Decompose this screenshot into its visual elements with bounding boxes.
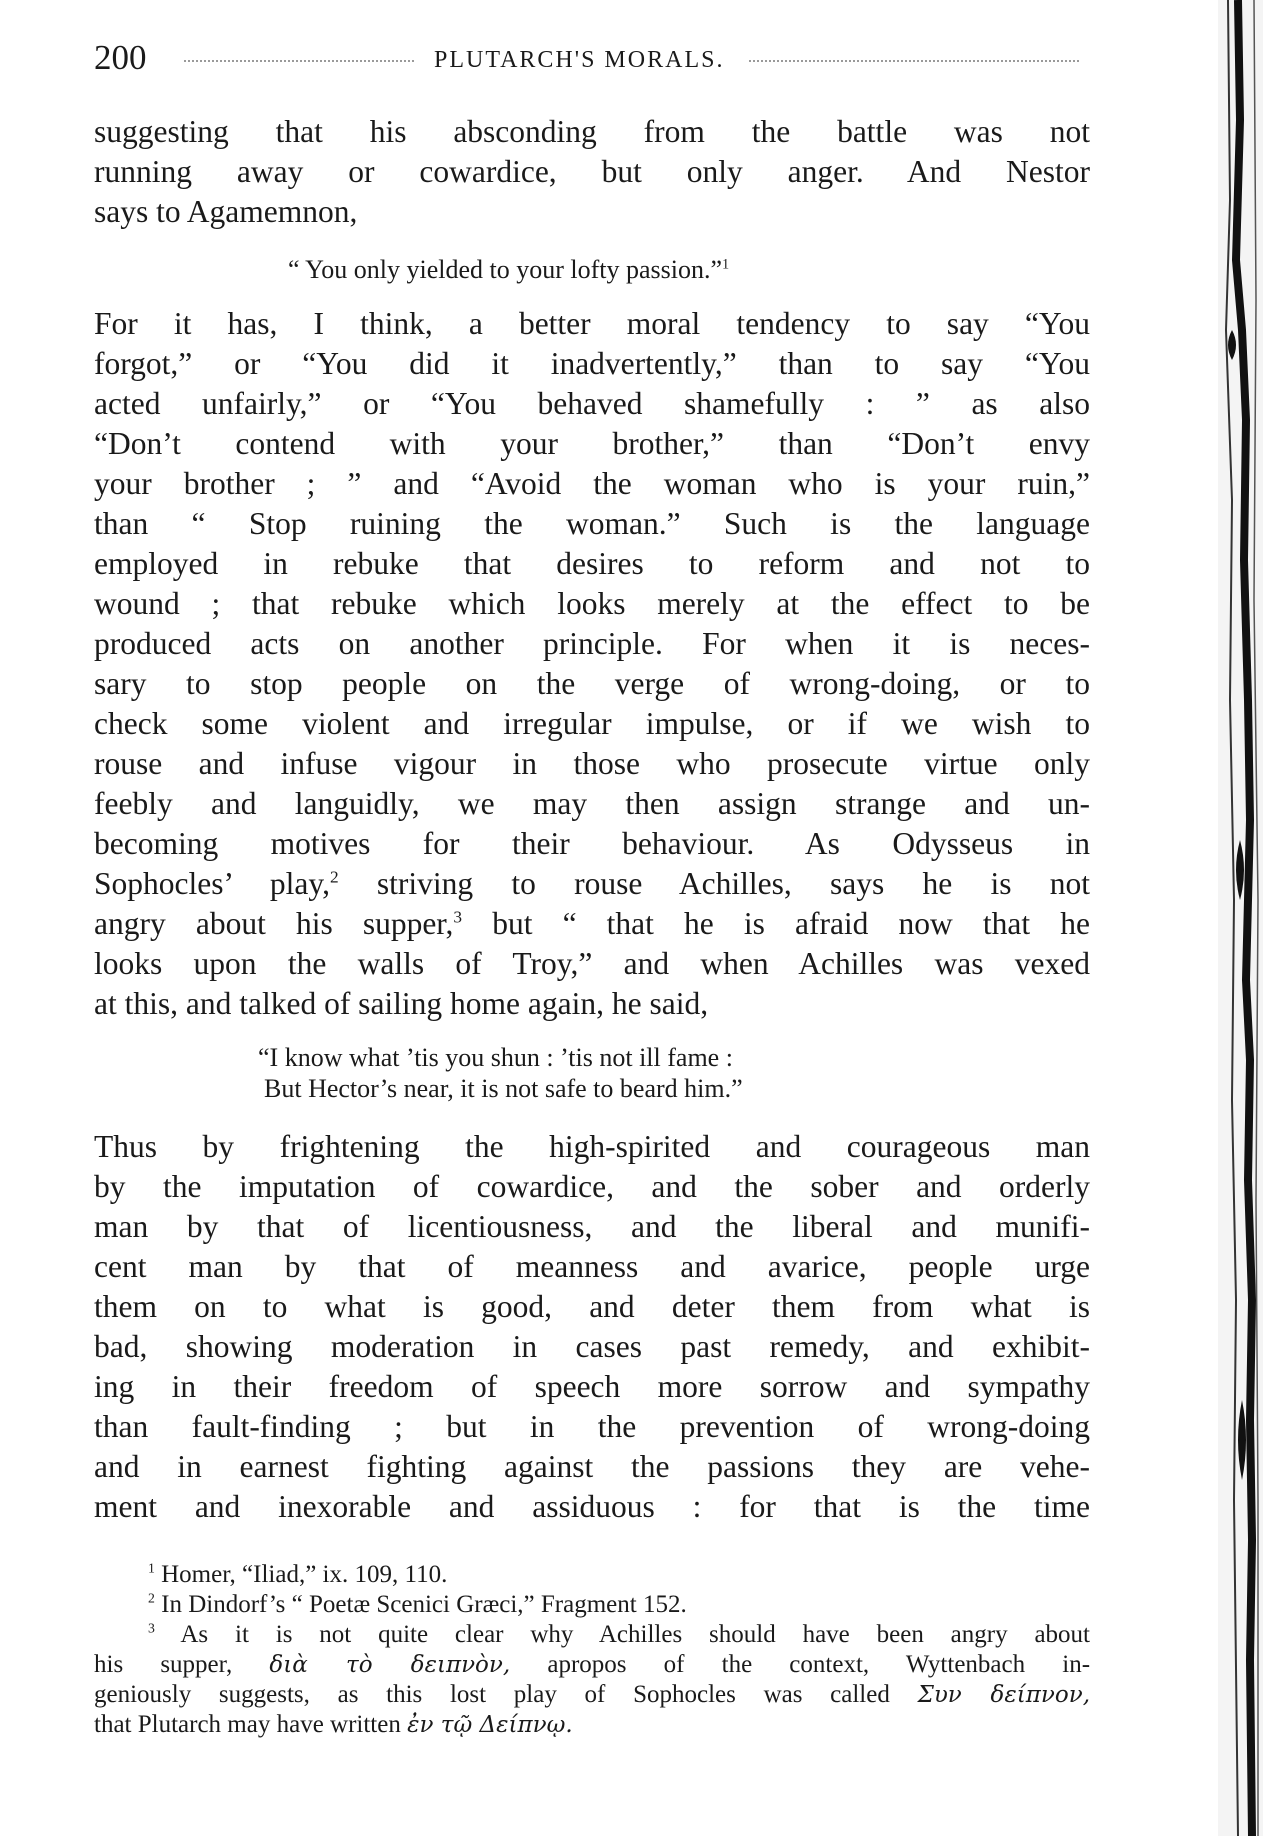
footnote-text: his supper, (94, 1651, 233, 1678)
text-fragment: but “ that he is afraid now that he (462, 906, 1090, 941)
text-line: suggesting that his absconding from the battle was not (94, 114, 1090, 149)
text-line: ment and inexorable and assiduous : for that is the time (94, 1489, 1090, 1524)
text-line: man by that of licentiousness, and the liberal and munifi- (94, 1209, 1090, 1244)
footnote-number: 2 (148, 1590, 155, 1606)
text-line: forgot,” or “You did it inadvertently,” than to say “You (94, 346, 1090, 381)
text-line: employed in rebuke that desires to reform and not to (94, 546, 1090, 581)
running-head (94, 38, 1084, 78)
footnote-text: Homer, “Iliad,” ix. 109, 110. (161, 1561, 448, 1588)
greek-text: Συν δείπνον, (917, 1682, 1091, 1708)
text-line: feebly and languidly, we may then assign strange and un- (94, 786, 1090, 821)
paragraph-2 (94, 304, 1090, 1024)
footnote-ref: 3 (453, 907, 463, 927)
footnote-3 (94, 1620, 1090, 1650)
text-line: says to Agamemnon, (94, 194, 358, 229)
text-line: them on to what is good, and deter them from what is (94, 1289, 1090, 1324)
text-line: rouse and infuse vigour in those who prosecute virtue only (94, 746, 1090, 781)
text-line (94, 864, 1090, 904)
text-line: and in earnest fighting against the passions they are vehe- (94, 1449, 1090, 1484)
text-fragment: striving to rouse Achilles, says he is not (338, 866, 1090, 901)
text-line: sary to stop people on the verge of wrong-doing, or to (94, 666, 1090, 701)
verse-line: “I know what ’tis you shun : ’tis not ill fame : (258, 1043, 733, 1072)
paragraph-1 (94, 112, 1090, 232)
text-line: running away or cowardice, but only anger. And Nestor (94, 154, 1090, 189)
footnote-text: geniously suggests, as this lost play of Sophocles was called (94, 1681, 890, 1708)
binding-gutter (1188, 0, 1263, 1836)
text-line: looks upon the walls of Troy,” and when Achilles was vexed (94, 946, 1090, 981)
footnote-text: As it is not quite clear why Achilles should have been angry about (180, 1621, 1090, 1648)
footnote-text: In Dindorf’s “ Poetæ Scenici Græci,” Fragment 152. (161, 1591, 687, 1618)
header-dots-right (749, 60, 1079, 62)
text-fragment: Sophocles’ play, (94, 866, 330, 901)
verse-line (288, 254, 729, 285)
header-dots-left (184, 60, 414, 62)
verse-line: But Hector’s near, it is not safe to beard him.” (264, 1074, 743, 1103)
footnote-2 (94, 1590, 1090, 1620)
text-line: your brother ; ” and “Avoid the woman who is your ruin,” (94, 466, 1090, 501)
verse-quote-2 (258, 1042, 743, 1104)
running-title: PLUTARCH'S MORALS. (434, 47, 725, 73)
footnote-1 (94, 1560, 1090, 1590)
footnote-number: 3 (148, 1620, 155, 1636)
text-line: bad, showing moderation in cases past remedy, and exhibit- (94, 1329, 1090, 1364)
paragraph-3 (94, 1127, 1090, 1527)
footnote-text: that Plutarch may have written (94, 1711, 401, 1738)
verse-quote-1 (288, 254, 729, 285)
text-line: Thus by frightening the high-spirited and courageous man (94, 1129, 1090, 1164)
text-line (94, 904, 1090, 944)
text-line: cent man by that of meanness and avarice, people urge (94, 1249, 1090, 1284)
text-fragment: angry about his supper, (94, 906, 454, 941)
text-line: ing in their freedom of speech more sorrow and sympathy (94, 1369, 1090, 1404)
greek-text: ἐν τῷ Δείπνῳ. (407, 1712, 573, 1738)
text-line: than fault-finding ; but in the prevention of wrong-doing (94, 1409, 1090, 1444)
text-line: at this, and talked of sailing home again, he said, (94, 986, 709, 1021)
footnote-line (94, 1710, 1090, 1740)
text-line: “Don’t contend with your brother,” than “Don’t envy (94, 426, 1090, 461)
page-number: 200 (94, 38, 147, 77)
verse-text: “ You only yielded to your lofty passion.” (288, 255, 723, 284)
text-line: check some violent and irregular impulse, or if we wish to (94, 706, 1090, 741)
text-line: by the imputation of cowardice, and the sober and orderly (94, 1169, 1090, 1204)
text-line: wound ; that rebuke which looks merely at the effect to be (94, 586, 1090, 621)
text-line: acted unfairly,” or “You behaved shamefully : ” as also (94, 386, 1090, 421)
footnote-ref: 1 (722, 256, 730, 273)
footnote-number: 1 (148, 1560, 155, 1576)
footnotes (94, 1560, 1090, 1740)
footnote-line (94, 1680, 1090, 1710)
text-line: produced acts on another principle. For when it is neces- (94, 626, 1090, 661)
footnote-ref: 2 (329, 867, 339, 887)
text-line: becoming motives for their behaviour. As Odysseus in (94, 826, 1090, 861)
text-line: than “ Stop ruining the woman.” Such is the language (94, 506, 1090, 541)
footnote-line (94, 1650, 1090, 1680)
footnote-text: apropos of the context, Wyttenbach in- (547, 1651, 1091, 1678)
greek-text: διὰ τὸ δειπνὸν, (269, 1652, 511, 1678)
text-line: For it has, I think, a better moral tendency to say “You (94, 306, 1090, 341)
